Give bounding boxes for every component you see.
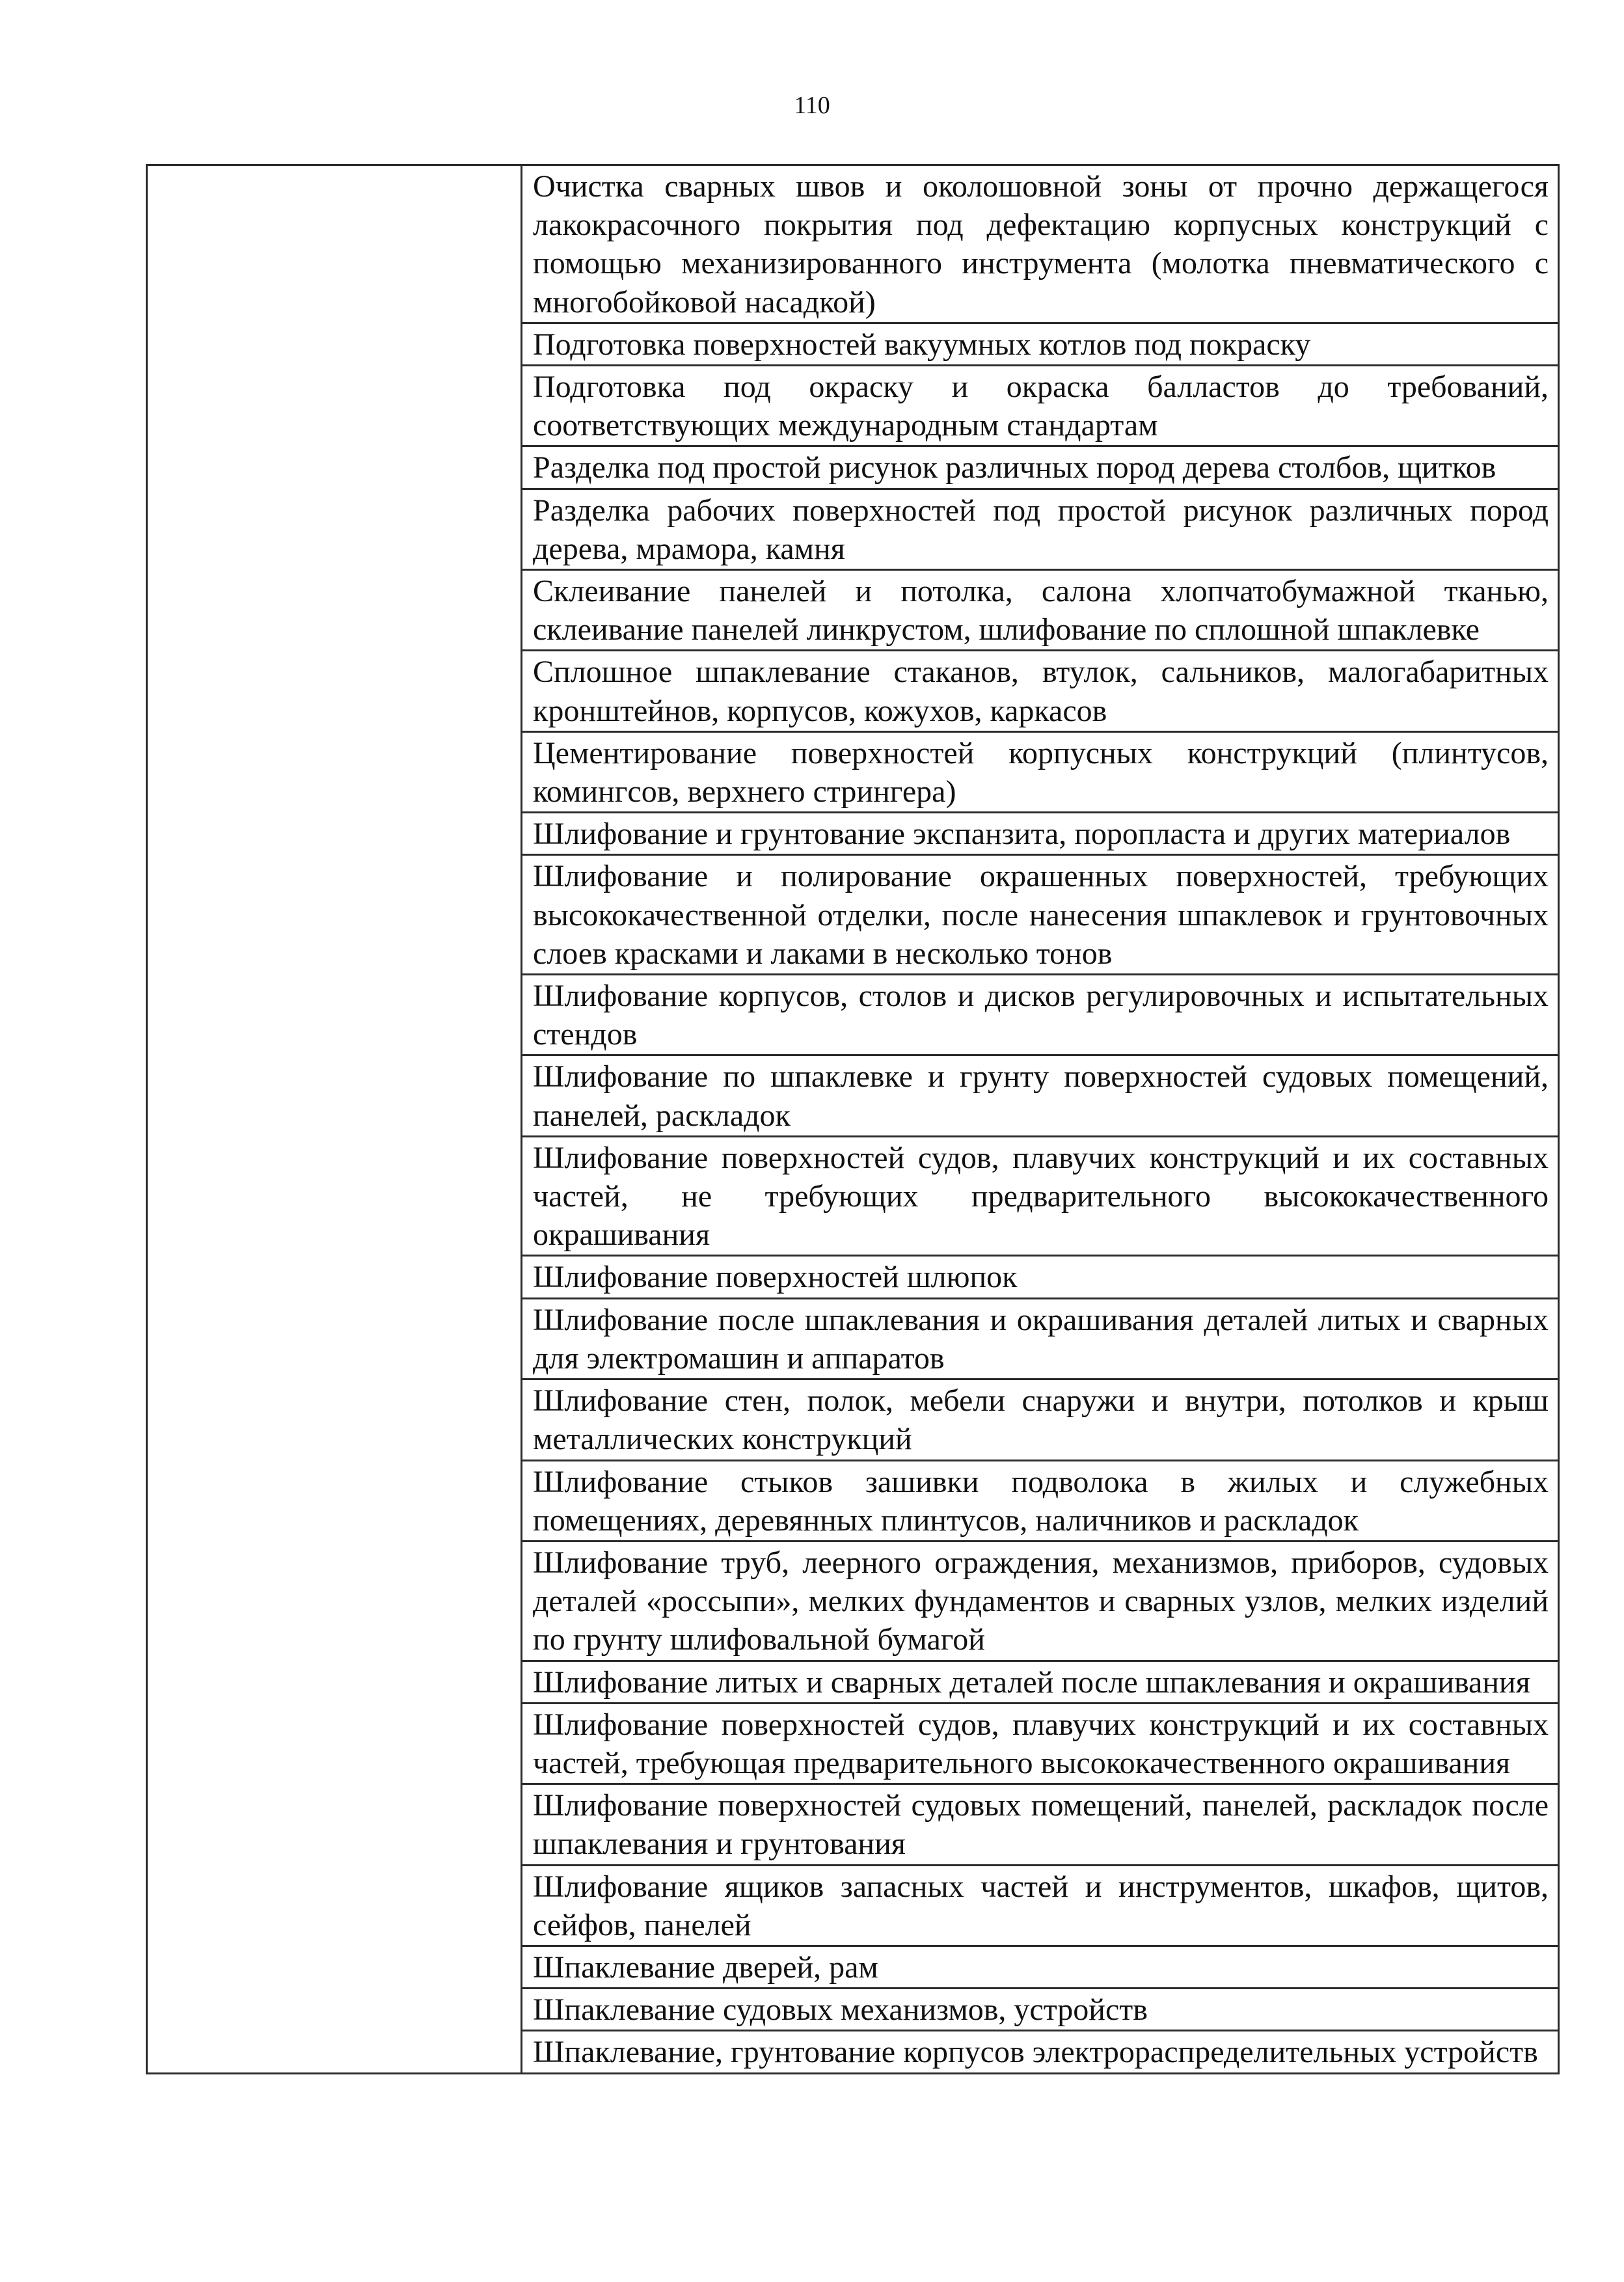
work-entry-cell bbox=[522, 1055, 1559, 1136]
work-entry-text: Шлифование ящиков запасных частей и инструментов, шкафов, щитов, сейфов, панелей bbox=[533, 1869, 1549, 1942]
work-entry-cell bbox=[522, 731, 1559, 812]
left-column-cell bbox=[147, 165, 522, 2074]
work-entry-text: Шлифование стыков зашивки подволока в жилых и служебных помещениях, деревянных плинтусов, наличников и раскладок bbox=[533, 1464, 1549, 1538]
work-entry-cell bbox=[522, 1703, 1559, 1784]
work-entry-cell bbox=[522, 570, 1559, 651]
work-entry-cell bbox=[522, 1865, 1559, 1946]
work-entry-text: Очистка сварных швов и околошовной зоны от прочно держащегося лакокрасочного покрытия под дефектацию корпусных конструкций с помощью механизированного инструмента (молотка пневматического с многобойковой насадкой) bbox=[533, 169, 1549, 319]
work-entry-cell bbox=[522, 1946, 1559, 1988]
work-entry-text: Подготовка поверхностей вакуумных котлов под покраску bbox=[533, 327, 1311, 362]
work-entry-cell bbox=[522, 855, 1559, 975]
work-entry-text: Шлифование труб, леерного ограждения, механизмов, приборов, судовых деталей «россыпи», мелких фундаментов и сварных узлов, мелких изделий по грунту шлифовальной бумагой bbox=[533, 1545, 1549, 1657]
work-entry-text: Шлифование и полирование окрашенных поверхностей, требующих высококачественной отделки, после нанесения шпаклевок и грунтовочных слоев красками и лаками в несколько тонов bbox=[533, 859, 1549, 971]
work-entry-cell bbox=[522, 1256, 1559, 1298]
work-entry-cell bbox=[522, 2031, 1559, 2073]
work-entry-text: Сплошное шпаклевание стаканов, втулок, сальников, малогабаритных кронштейнов, корпусов, кожухов, каркасов bbox=[533, 655, 1549, 728]
work-entry-cell bbox=[522, 975, 1559, 1055]
table-body bbox=[147, 165, 1559, 2074]
work-entry-cell bbox=[522, 489, 1559, 569]
work-entry-text: Шлифование стен, полок, мебели снаружи и внутри, потолков и крыш металлических конструкций bbox=[533, 1383, 1549, 1457]
work-entry-cell bbox=[522, 1379, 1559, 1460]
work-entry-cell bbox=[522, 813, 1559, 855]
work-entry-text: Шлифование поверхностей судов, плавучих конструкций и их составных частей, требующая предварительного высококачественного окрашивания bbox=[533, 1707, 1549, 1780]
work-entry-text: Разделка рабочих поверхностей под простой рисунок различных пород дерева, мрамора, камня bbox=[533, 493, 1549, 566]
page-number: 110 bbox=[794, 92, 830, 119]
work-entry-cell bbox=[522, 1460, 1559, 1541]
work-entry-text: Шпаклевание дверей, рам bbox=[533, 1949, 878, 1985]
work-entry-text: Шлифование и грунтование экспанзита, поропласта и других материалов bbox=[533, 817, 1511, 852]
work-entry-text: Шлифование после шпаклевания и окрашивания деталей литых и сварных для электромашин и аппаратов bbox=[533, 1302, 1549, 1376]
work-entry-cell bbox=[522, 1661, 1559, 1703]
work-entry-cell bbox=[522, 323, 1559, 365]
work-entry-text: Шпаклевание, грунтование корпусов электрораспределительных устройств bbox=[533, 2035, 1538, 2070]
work-entry-text: Шлифование поверхностей шлюпок bbox=[533, 1260, 1018, 1295]
work-entry-text: Шлифование поверхностей судовых помещений, панелей, раскладок после шпаклевания и грунтования bbox=[533, 1788, 1549, 1862]
work-entry-text: Разделка под простой рисунок различных пород дерева столбов, щитков bbox=[533, 450, 1496, 485]
work-entry-text: Шлифование поверхностей судов, плавучих конструкций и их составных частей, не требующих предварительного высококачественного окрашивания bbox=[533, 1140, 1549, 1253]
work-entry-text: Шпаклевание судовых механизмов, устройств bbox=[533, 1992, 1148, 2028]
work-entry-cell bbox=[522, 1136, 1559, 1256]
work-entry-text: Склеивание панелей и потолка, салона хлопчатобумажной тканью, склеивание панелей линкрустом, шлифование по сплошной шпаклевке bbox=[533, 574, 1549, 647]
work-entry-cell bbox=[522, 165, 1559, 323]
work-entry-cell bbox=[522, 1541, 1559, 1661]
work-types-table bbox=[146, 164, 1560, 2074]
work-entry-cell bbox=[522, 651, 1559, 731]
table-row bbox=[147, 165, 1559, 323]
work-entry-cell bbox=[522, 1784, 1559, 1865]
work-entry-text: Шлифование литых и сварных деталей после шпаклевания и окрашивания bbox=[533, 1664, 1530, 1700]
work-entry-cell bbox=[522, 1298, 1559, 1379]
work-entry-text: Шлифование по шпаклевке и грунту поверхностей судовых помещений, панелей, раскладок bbox=[533, 1059, 1549, 1133]
work-entry-text: Цементирование поверхностей корпусных конструкций (плинтусов, комингсов, верхнего стрингера) bbox=[533, 735, 1549, 809]
work-entry-text: Шлифование корпусов, столов и дисков регулировочных и испытательных стендов bbox=[533, 979, 1549, 1052]
work-entry-cell bbox=[522, 1989, 1559, 2031]
work-entry-text: Подготовка под окраску и окраска балластов до требований, соответствующих международным стандартам bbox=[533, 370, 1549, 443]
work-entry-cell bbox=[522, 446, 1559, 489]
work-entry-cell bbox=[522, 366, 1559, 446]
